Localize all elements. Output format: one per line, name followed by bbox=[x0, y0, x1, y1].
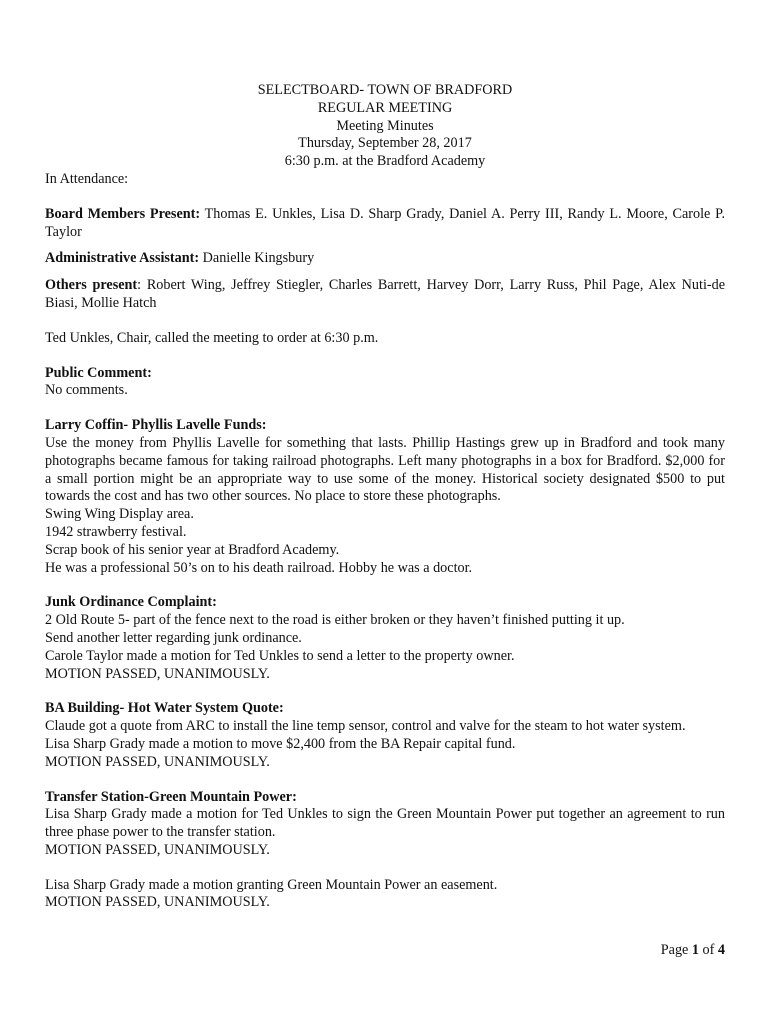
header-line-5: 6:30 p.m. at the Bradford Academy bbox=[284, 153, 486, 170]
public-comment-heading bbox=[45, 365, 725, 383]
header-line-3: Meeting Minutes bbox=[336, 117, 434, 134]
header-line-2: REGULAR MEETING bbox=[317, 99, 453, 116]
junk-ordinance-line-1: 2 Old Route 5- part of the fence next to the road is either broken or they haven’t finished putting it up. bbox=[45, 612, 625, 629]
larry-coffin-heading-text: Larry Coffin- Phyllis Lavelle Funds: bbox=[45, 417, 267, 434]
ba-building-paragraph: Claude got a quote from ARC to install the line temp sensor, control and valve for the steam to hot water system. bbox=[45, 718, 686, 735]
transfer-station-motion-2: MOTION PASSED, UNANIMOUSLY. bbox=[45, 894, 270, 911]
header-line-1: SELECTBOARD- TOWN OF BRADFORD bbox=[257, 82, 513, 98]
board-members-present bbox=[45, 206, 725, 242]
larry-coffin-line-2: 1942 strawberry festival. bbox=[45, 523, 187, 540]
board-members-text: Thomas E. Unkles, Lisa D. Sharp Grady, Daniel A. Perry III, Randy L. Moore, Carole P. Taylor bbox=[45, 205, 725, 240]
administrative-assistant bbox=[45, 250, 725, 268]
document-header bbox=[45, 82, 725, 171]
junk-ordinance-heading-text: Junk Ordinance Complaint: bbox=[45, 594, 217, 611]
larry-coffin-paragraph: Use the money from Phyllis Lavelle for something that lasts. Phillip Hastings grew up in Bradford and took many photographs became famous for taking railroad photographs. Left many photographs in a box for Bradford. $2,000 for a small portion might be an appropriate way to use some of the money. Historical society designated $500 to put towards the cost and has two other sources. No place to store these photographs. bbox=[45, 434, 725, 505]
transfer-station-line-2: Lisa Sharp Grady made a motion granting Green Mountain Power an easement. bbox=[45, 876, 498, 893]
page-total: 4 bbox=[717, 942, 725, 958]
junk-ordinance-heading bbox=[45, 594, 725, 612]
junk-ordinance-line-2: Send another letter regarding junk ordinance. bbox=[45, 629, 302, 646]
page-word: Page bbox=[660, 942, 692, 958]
header-line-4: Thursday, September 28, 2017 bbox=[298, 135, 472, 152]
administrative-assistant-label: Administrative Assistant: bbox=[45, 250, 200, 267]
public-comment-text: No comments. bbox=[45, 382, 128, 399]
larry-coffin-line-1: Swing Wing Display area. bbox=[45, 506, 194, 523]
larry-coffin-line-3: Scrap book of his senior year at Bradford Academy. bbox=[45, 541, 340, 558]
administrative-assistant-text: Danielle Kingsbury bbox=[199, 250, 315, 267]
call-to-order: Ted Unkles, Chair, called the meeting to order at 6:30 p.m. bbox=[45, 329, 379, 346]
larry-coffin-heading bbox=[45, 417, 725, 435]
document-page bbox=[45, 82, 725, 912]
ba-building-heading-text: BA Building- Hot Water System Quote: bbox=[45, 700, 284, 717]
transfer-station-heading bbox=[45, 789, 725, 807]
transfer-station-paragraph: Lisa Sharp Grady made a motion for Ted Unkles to sign the Green Mountain Power put together an agreement to run three phase power to the transfer station. bbox=[45, 806, 725, 841]
junk-ordinance-line-3: Carole Taylor made a motion for Ted Unkles to send a letter to the property owner. bbox=[45, 647, 515, 664]
ba-building-motion: MOTION PASSED, UNANIMOUSLY. bbox=[45, 753, 270, 770]
others-present-text: : Robert Wing, Jeffrey Stiegler, Charles Barrett, Harvey Dorr, Larry Russ, Phil Page, Alex Nuti-de Biasi, Mollie Hatch bbox=[45, 277, 725, 311]
attendance-intro: In Attendance: bbox=[45, 170, 129, 187]
junk-ordinance-motion: MOTION PASSED, UNANIMOUSLY. bbox=[45, 665, 270, 682]
public-comment-heading-text: Public Comment: bbox=[45, 364, 152, 381]
larry-coffin-line-4: He was a professional 50’s on to his death railroad. Hobby he was a doctor. bbox=[45, 559, 473, 576]
others-present bbox=[45, 277, 725, 313]
board-members-label: Board Members Present: bbox=[45, 205, 201, 222]
others-present-label: Others present bbox=[45, 277, 138, 294]
page-of-word: of bbox=[698, 942, 718, 958]
ba-building-line-1: Lisa Sharp Grady made a motion to move $2,400 from the BA Repair capital fund. bbox=[45, 735, 516, 752]
page-current: 1 bbox=[691, 942, 699, 958]
transfer-station-motion-1: MOTION PASSED, UNANIMOUSLY. bbox=[45, 841, 270, 858]
ba-building-heading bbox=[45, 700, 725, 718]
transfer-station-heading-text: Transfer Station-Green Mountain Power: bbox=[45, 788, 297, 805]
page-number bbox=[661, 942, 725, 960]
